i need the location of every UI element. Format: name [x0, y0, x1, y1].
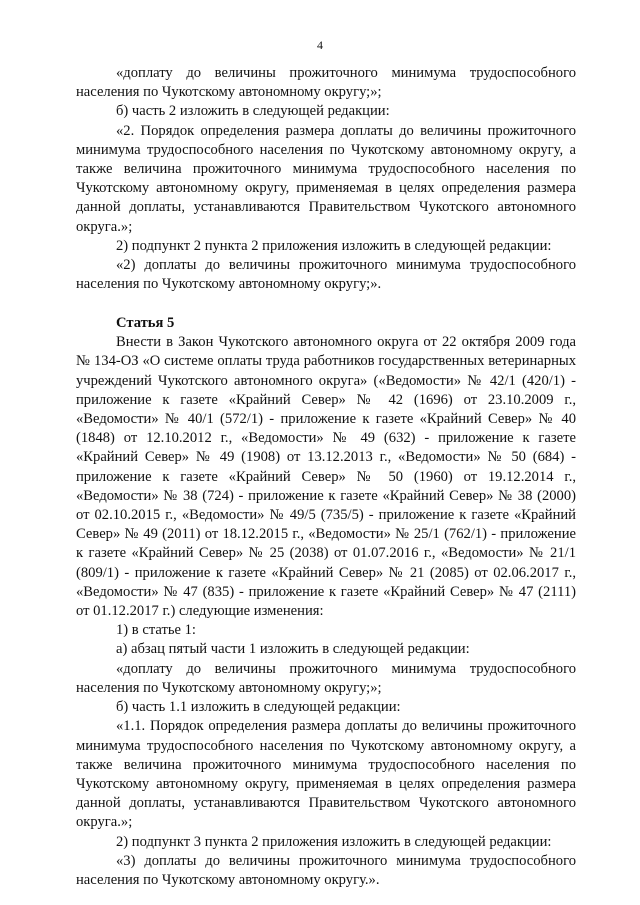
paragraph-subitem-3-text: «3) доплаты до величины прожиточного минимума трудоспособного населения по Чукотскому автономному округу.». — [76, 852, 576, 888]
paragraph-item-a: а) абзац пятый части 1 изложить в следующей редакции: — [116, 641, 470, 658]
paragraph-part-1-1-text: «1.1. Порядок определения размера доплаты до величины прожиточного минимума трудоспособного населения по Чукотскому автономному округу, а также величина прожиточного минимума трудоспособного населения по Чукотскому автономному округу, применяемая в целях определения размера данной доплаты, устанавливаются Правительством Чукотского автономного округа.»; — [76, 718, 576, 831]
paragraph-law-amendment: Внести в Закон Чукотского автономного округа от 22 октября 2009 года № 134-ОЗ «О системе оплаты труда работников государственных ветеринарных учреждений Чукотского автономного округа» («Ведомости» № 42/1 (420/1) - приложение к газете «Крайний Север» № 42 (1696) от 23.10.2009 г., «Ведомости» № 40/1 (572/1) - приложение к газете «Крайний Север» № 40 (1848) от 12.10.2012 г., «Ведомости» № 49 (632) - приложение к газете «Крайний Север» № 49 (1908) от 13.12.2013 г., «Ведомости» № 50 (684) - приложение к газете «Крайний Север» № 50 (1960) от 19.12.2014 г., «Ведомости» № 38 (724) - приложение к газете «Крайний Север» № 38 (2000) от 02.10.2015 г., «Ведомости» № 49/5 (735/5) - приложение к газете «Крайний Север» № 49 (2011) от 18.12.2015 г., «Ведомости» № 25/1 (762/1) - приложение к газете «Крайний Север» № 25 (2038) от 01.07.2016 г., «Ведомости» № 21/1 (809/1) - приложение к газете «Крайний Север» № 21 (2085) от 02.06.2017 г., «Ведомости» № 47 (835) - приложение к газете «Крайний Север» № 47 (2111) от 01.12.2017 г.) следующие изменения: — [76, 334, 576, 620]
article-5-heading: Статья 5 — [116, 315, 175, 332]
paragraph-item-b: б) часть 1.1 изложить в следующей редакции: — [116, 699, 401, 716]
paragraph-doplata-2: «доплату до величины прожиточного минимума трудоспособного населения по Чукотскому автономному округу;»; — [76, 660, 576, 696]
page-number: 4 — [317, 38, 323, 52]
paragraph-subitem-2-text: «2) доплаты до величины прожиточного минимума трудоспособного населения по Чукотскому автономному округу;». — [76, 257, 576, 293]
paragraph-part-2-text: «2. Порядок определения размера доплаты до величины прожиточного минимума трудоспособного населения по Чукотскому автономному округу, а также величина прожиточного минимума трудоспособного населения по Чукотскому автономному округу, применяемая в целях определения размера данной доплаты, устанавливаются Правительством Чукотского автономного округа.»; — [76, 122, 576, 235]
paragraph-item-1: 1) в статье 1: — [116, 622, 196, 639]
paragraph-subitem-2-instruction: 2) подпункт 2 пункта 2 приложения изложить в следующей редакции: — [116, 237, 552, 254]
paragraph-part-2-instruction: б) часть 2 изложить в следующей редакции: — [116, 103, 390, 120]
document-body — [76, 64, 576, 890]
paragraph-subitem-3-instruction: 2) подпункт 3 пункта 2 приложения изложить в следующей редакции: — [116, 833, 552, 850]
paragraph-doplata-1: «доплату до величины прожиточного минимума трудоспособного населения по Чукотскому автономному округу;»; — [76, 65, 576, 101]
